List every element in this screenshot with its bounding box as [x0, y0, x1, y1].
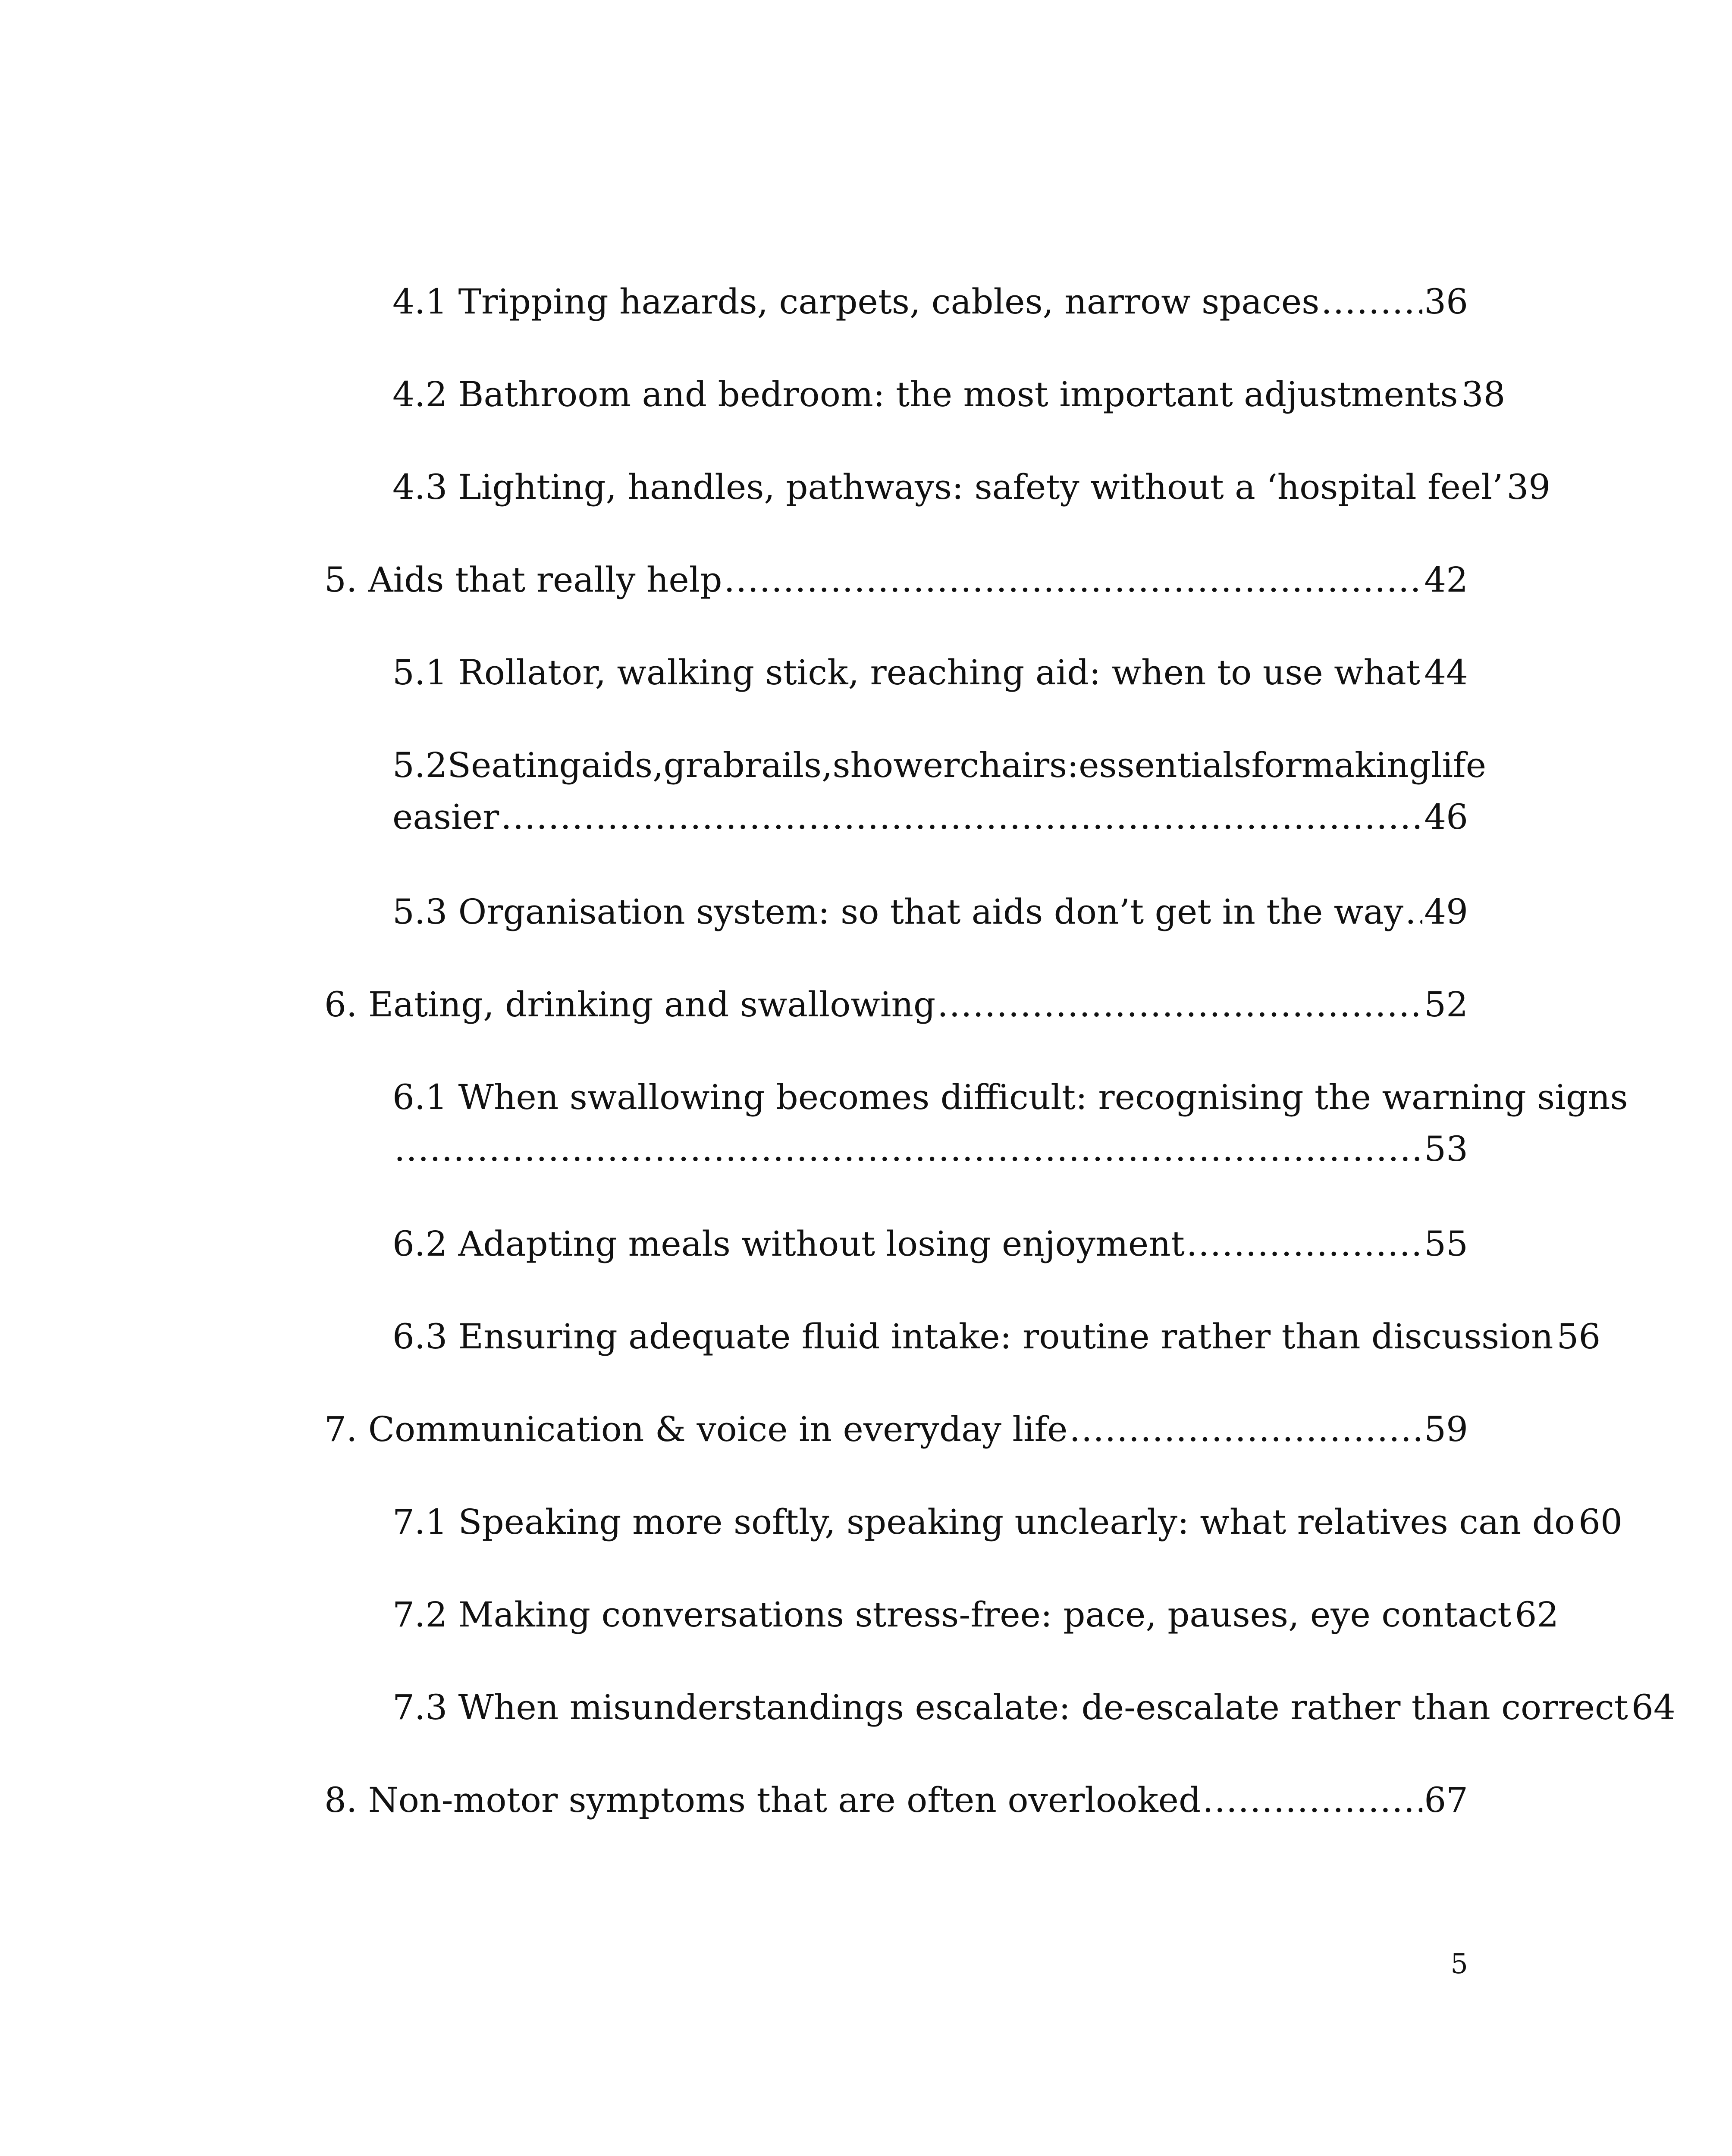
dot-leader [501, 791, 1422, 843]
dot-leader [1186, 1218, 1422, 1270]
toc-entry-page: 62 [1515, 1595, 1559, 1635]
toc-entry-title: 6.2 Adapting meals without losing enjoyment [392, 1224, 1185, 1264]
toc-entry-title: 6. Eating, drinking and swallowing [324, 984, 936, 1025]
toc-entry-5-2 [392, 740, 1487, 843]
title-word: chairs: [960, 745, 1079, 785]
dot-leader [1405, 886, 1422, 938]
dot-leader [1070, 1404, 1423, 1455]
toc-entry-6-2 [392, 1218, 1468, 1270]
title-word: rails, [744, 745, 833, 785]
title-word: shower [832, 745, 960, 785]
toc-entry-6 [324, 979, 1468, 1031]
dot-leader [1321, 276, 1422, 328]
toc-entry-4-3 [392, 461, 1551, 513]
toc-entry-page: 64 [1631, 1687, 1676, 1727]
toc-entry-page: 55 [1424, 1224, 1468, 1264]
toc-entry-5-1 [392, 647, 1468, 699]
toc-entry-6-1 [392, 1072, 1628, 1175]
dot-leader [937, 979, 1422, 1031]
toc-entry-title: 7.3 When misunderstandings escalate: de-escalate rather than correct [392, 1687, 1628, 1727]
toc-entry-page: 49 [1424, 892, 1468, 932]
toc-entry-title: 4.3 Lighting, handles, pathways: safety without a ‘hospital feel’ [392, 467, 1503, 507]
title-word: 5.2 [392, 745, 448, 785]
toc-entry-page: 36 [1424, 282, 1468, 322]
toc-entry-title-line1: 6.1 When swallowing becomes difficult: recognising the warning signs [392, 1077, 1628, 1117]
toc-entry-page: 38 [1461, 374, 1506, 414]
title-word: Seating [447, 745, 581, 785]
toc-entry-title: 7.1 Speaking more softly, speaking unclearly: what relatives can do [392, 1502, 1575, 1542]
toc-entry-page: 39 [1506, 467, 1551, 507]
toc-entry-title: 4.1 Tripping hazards, carpets, cables, narrow spaces [392, 282, 1320, 322]
toc-entry-page: 42 [1424, 560, 1468, 600]
toc-entry-4-2 [392, 369, 1506, 420]
dot-leader [394, 1123, 1422, 1175]
title-word: aids, [581, 745, 664, 785]
toc-entry-7-2 [392, 1589, 1559, 1641]
toc-entry-7-1 [392, 1496, 1622, 1548]
toc-entry-5-3 [392, 886, 1468, 938]
title-word: grab [663, 745, 745, 785]
toc-entry-page: 59 [1424, 1409, 1468, 1449]
dot-leader [1202, 1774, 1422, 1826]
toc-entry-title: 4.2 Bathroom and bedroom: the most important adjustments [392, 374, 1458, 414]
title-word: essentials [1079, 745, 1252, 785]
toc-entry-7-3 [392, 1682, 1676, 1733]
title-word: for [1251, 745, 1302, 785]
toc-entry-title: 7. Communication & voice in everyday life [324, 1409, 1068, 1449]
toc-entry-page: 44 [1424, 652, 1468, 693]
toc-entry-title: 6.3 Ensuring adequate fluid intake: routine rather than discussion [392, 1316, 1553, 1357]
toc-entry-page: 52 [1424, 984, 1468, 1025]
toc-entry-title: 5.1 Rollator, walking stick, reaching aid: when to use what [392, 652, 1420, 693]
toc-entry-title: 7.2 Making conversations stress-free: pace, pauses, eye contact [392, 1595, 1512, 1635]
dot-leader [724, 554, 1423, 606]
toc-entry-title: 5.3 Organisation system: so that aids don’t get in the way [392, 892, 1404, 932]
toc-entry-7 [324, 1404, 1468, 1455]
toc-entry-4-1 [392, 276, 1468, 328]
toc-entry-page: 67 [1424, 1780, 1468, 1820]
page-number: 5 [1450, 1948, 1468, 1980]
toc-entry-title-line2: easier [392, 797, 499, 837]
toc-entry-page: 56 [1556, 1316, 1601, 1357]
toc-entry-page: 46 [1424, 797, 1468, 837]
toc-entry-5 [324, 554, 1468, 606]
toc-entry-6-3 [392, 1311, 1601, 1363]
toc-entry-title: 8. Non-motor symptoms that are often overlooked [324, 1780, 1201, 1820]
toc-entry-page: 60 [1578, 1502, 1622, 1542]
toc-entry-title: 5. Aids that really help [324, 560, 722, 600]
title-word: life [1431, 745, 1487, 785]
toc-entry-page: 53 [1424, 1129, 1468, 1169]
toc-entry-title-line1 [392, 740, 1487, 791]
toc-entry-8 [324, 1774, 1468, 1826]
title-word: making [1301, 745, 1431, 785]
